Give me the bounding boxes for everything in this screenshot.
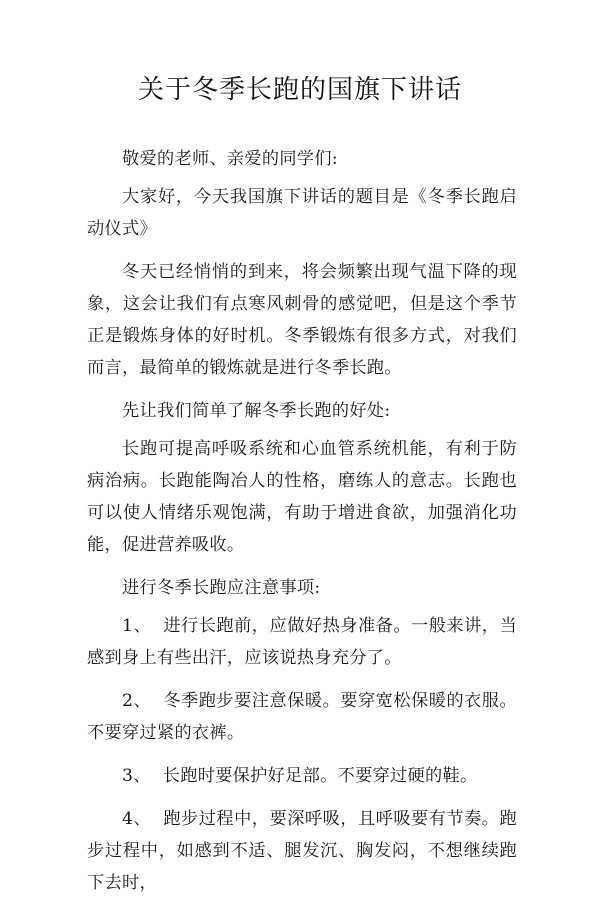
note-number: 1、 <box>122 616 152 636</box>
paragraph-winter: 冬天已经悄悄的到来，将会频繁出现气温下降的现象，这会让我们有点寒风刺骨的感觉吧，但是这个季节正是锻炼身体的好时机。冬季锻炼有很多方式，对我们而言，最简单的锻炼就是进行冬季长跑。 <box>87 262 517 378</box>
note-text: 进行长跑前，应做好热身准备。一般来讲，当感到身上有些出汗，应该说热身充分了。 <box>87 616 517 668</box>
note-text: 跑步过程中，要深呼吸，且呼吸要有节奏。跑步过程中，如感到不适、腿发沉、胸发闷，不想继续跑下去时， <box>87 809 517 893</box>
note-number: 3、 <box>122 766 151 786</box>
notes-heading: 进行冬季长跑应注意事项: <box>122 578 321 598</box>
document-body <box>87 143 517 910</box>
note-item <box>87 760 517 792</box>
intro-paragraph: 大家好，今天我国旗下讲话的题目是《冬季长跑启动仪式》 <box>87 187 517 239</box>
document-title: 关于冬季长跑的国旗下讲话 <box>137 75 462 105</box>
benefits-paragraph: 长跑可提高呼吸系统和心血管系统机能，有利于防病治病。长跑能陶冶人的性格，磨练人的意志。长跑也可以使人情绪乐观饱满，有助于增进食欲，加强消化功能，促进营养吸收。 <box>87 439 517 555</box>
note-number: 2、 <box>122 691 152 711</box>
benefits-heading: 先让我们简单了解冬季长跑的好处: <box>122 401 391 421</box>
note-number: 4、 <box>122 809 152 829</box>
note-text: 长跑时要保护好足部。不要穿过硬的鞋。 <box>162 766 478 786</box>
note-text: 冬季跑步要注意保暖。要穿宽松保暖的衣服。不要穿过紧的衣裤。 <box>87 691 517 743</box>
note-item <box>87 610 517 674</box>
salutation: 敬爱的老师、亲爱的同学们: <box>122 149 338 169</box>
note-item <box>87 803 517 899</box>
note-item <box>87 685 517 749</box>
